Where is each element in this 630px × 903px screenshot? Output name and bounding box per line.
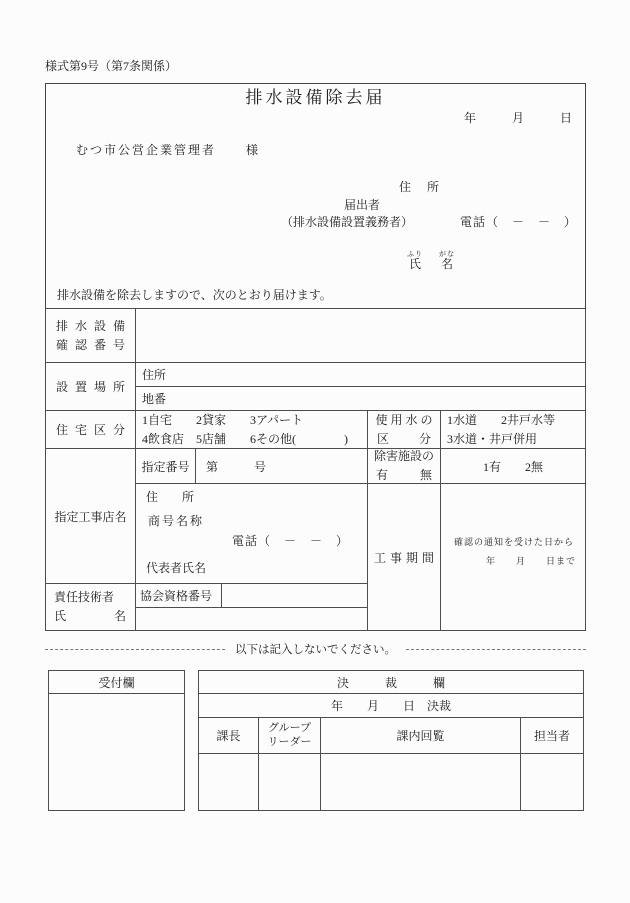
contractor-phone-label: 電話（ － － ）	[232, 534, 350, 548]
declarant-address-label: 住 所	[399, 180, 442, 194]
contractor-representative-label: 代表者氏名	[146, 561, 207, 575]
approval-col-kacho-cell	[198, 717, 259, 754]
location-address-cell	[135, 362, 586, 387]
pretreatment-label-line2: 有 無	[376, 468, 432, 482]
work-period-note2: 年 月 日まで	[485, 556, 576, 566]
location-lot-cell	[135, 386, 586, 411]
declarant-role-paren: （排水設備設置義務者）	[281, 215, 414, 229]
contractor-label-cell	[45, 448, 136, 584]
water-options: 1水道 2井戸水等 3水道・井戸併用	[447, 412, 556, 446]
water-label-line2: 区 分	[377, 431, 431, 446]
approval-col-group-leader-1: グループ	[267, 721, 312, 734]
pretreatment-label-line1: 除害施設の	[373, 449, 434, 464]
qualification-value-cell	[221, 583, 368, 608]
approval-col-circulation: 課内回覧	[396, 729, 445, 743]
approval-date-cell	[198, 693, 584, 718]
do-not-write-notice: 以下は記入しないでください。	[235, 644, 396, 656]
declarant-role-label: 届出者	[344, 198, 381, 212]
location-address-label: 住所	[142, 368, 167, 382]
approval-stamp-kacho-cell	[198, 753, 259, 811]
reception-header-cell	[48, 670, 185, 694]
date-placeholder: 年 月 日	[463, 111, 572, 125]
technician-name-value-cell	[135, 607, 368, 631]
declarant-name-label	[397, 237, 455, 286]
designation-value-cell	[195, 448, 368, 484]
water-label-cell	[367, 410, 441, 449]
location-label-cell	[45, 362, 136, 411]
approval-col-tantosha: 担当者	[533, 729, 570, 743]
approval-col-group-leader-2: リーダー	[267, 735, 312, 748]
work-period-note1: 確認の通知を受けた日から	[453, 537, 574, 547]
pretreatment-options: 1有 2無	[482, 459, 543, 474]
technician-label-line2: 氏 名	[54, 609, 126, 623]
qualification-label: 協会資格番号	[140, 589, 213, 603]
name-kanji-1: 氏ふり	[407, 250, 424, 272]
do-not-write-separator	[45, 641, 586, 657]
work-period-value-cell	[440, 483, 586, 631]
housing-label-cell	[45, 410, 136, 449]
approval-title: 決 裁 欄	[336, 675, 445, 690]
location-label: 設置場所	[55, 380, 132, 394]
approval-col-kacho: 課長	[216, 729, 241, 743]
work-period-label: 工事期間	[373, 550, 438, 565]
designation-label: 指定番号	[141, 459, 190, 474]
water-label-line1: 使用水の	[375, 412, 436, 427]
approval-title-cell	[198, 670, 584, 694]
confirmation-value-cell	[135, 308, 586, 363]
form-title: 排水設備除去届	[245, 88, 386, 107]
approval-stamp-group-leader-cell	[258, 753, 321, 811]
water-options-cell	[440, 410, 586, 449]
contractor-details-cell	[135, 483, 368, 584]
technician-label-cell	[45, 583, 136, 631]
confirmation-label-1: 排水設備	[55, 318, 132, 333]
confirmation-label-2: 確認番号	[55, 337, 132, 352]
designation-value: 第 号	[206, 459, 267, 474]
technician-label-line1: 責任技術者	[54, 590, 115, 605]
approval-stamp-circulation-cell	[320, 753, 521, 811]
reception-title: 受付欄	[98, 675, 135, 690]
housing-options: 1自宅 2貸家 3アパート 4飲食店 5店舗 6その他( )	[142, 412, 348, 446]
pretreatment-options-cell	[440, 448, 586, 484]
approval-col-circulation-cell	[320, 717, 521, 754]
contractor-address-label: 住 所	[146, 490, 195, 504]
name-kanji-2: 名がな	[439, 250, 455, 272]
approval-col-group-leader-cell	[258, 717, 321, 754]
housing-label: 住宅区分	[55, 423, 132, 437]
approval-col-tantosha-cell	[520, 717, 584, 754]
approval-date-line: 年 月 日 決裁	[330, 699, 451, 713]
pretreatment-label-cell	[367, 448, 441, 484]
honorific: 様	[246, 143, 261, 157]
work-period-label-cell	[367, 483, 441, 631]
approval-stamp-tantosha-cell	[520, 753, 584, 811]
qualification-label-cell	[135, 583, 222, 608]
designation-label-cell	[135, 448, 196, 484]
dashed-line-left	[45, 649, 225, 650]
dashed-line-right	[406, 649, 586, 650]
location-lot-label: 地番	[142, 392, 167, 406]
housing-options-cell	[135, 410, 368, 449]
addressee-line	[76, 143, 260, 157]
form-number: 様式第9号（第7条関係）	[45, 59, 178, 73]
contractor-trade-name-label: 商号名称	[148, 514, 205, 528]
declarant-phone-label: 電話（ － － ）	[460, 215, 578, 229]
confirmation-label-cell	[45, 308, 136, 363]
addressee: むつ市公営企業管理者	[76, 143, 217, 157]
contractor-label: 指定工事店名	[54, 509, 127, 524]
statement: 排水設備を除去しますので、次のとおり届けます。	[57, 288, 332, 302]
